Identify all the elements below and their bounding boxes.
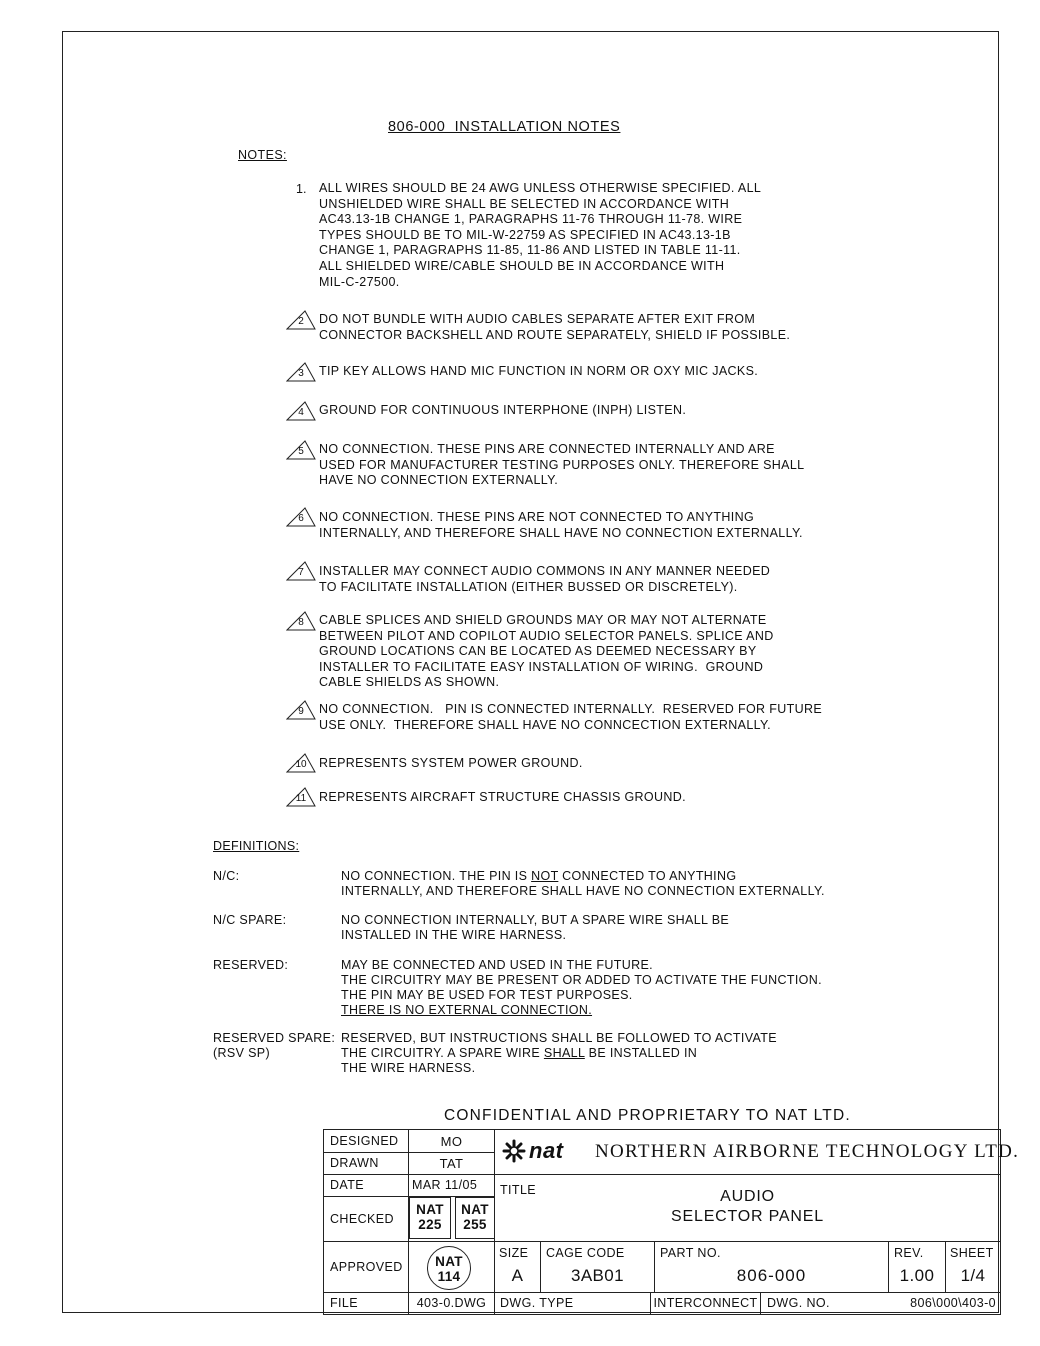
confidential-notice: CONFIDENTIAL AND PROPRIETARY TO NAT LTD. xyxy=(444,1107,851,1124)
definition-text: NO CONNECTION INTERNALLY, BUT A SPARE WIRE SHALL BE INSTALLED IN THE WIRE HARNESS. xyxy=(341,913,730,942)
sheet-cell: SHEET 1/4 xyxy=(945,1241,1001,1293)
title-cell: TITLE AUDIO SELECTOR PANEL xyxy=(494,1174,1001,1242)
drawing-title-line1: AUDIO xyxy=(720,1188,775,1205)
definition-term-abbrev: (RSV SP) xyxy=(213,1046,270,1060)
note-text: GROUND FOR CONTINUOUS INTERPHONE (INPH) LISTEN. xyxy=(319,403,687,417)
delta-triangle-icon: 11 xyxy=(286,787,316,807)
definition-term: N/C: xyxy=(213,869,240,883)
cage-code-cell: CAGE CODE 3AB01 xyxy=(540,1241,655,1293)
note-text: REPRESENTS SYSTEM POWER GROUND. xyxy=(319,756,583,770)
approval-stamp: NAT 114 xyxy=(427,1246,471,1290)
note-text: NO CONNECTION. THESE PINS ARE CONNECTED INTERNALLY AND ARE USED FOR MANUFACTURER TESTING PURPOSES ONLY. THEREFORE SHALL HAVE NO CONNECTION EXTERNALLY. xyxy=(319,442,805,488)
delta-triangle-icon: 8 xyxy=(286,611,316,631)
document-title: 806-000 INSTALLATION NOTES xyxy=(388,119,621,135)
designed-value-cell: MO xyxy=(408,1129,495,1153)
approved-label-cell: APPROVED xyxy=(323,1241,409,1293)
part-number-cell: PART NO. 806-000 xyxy=(654,1241,889,1293)
delta-triangle-icon: 7 xyxy=(286,561,316,581)
drawing-title-line2: SELECTOR PANEL xyxy=(671,1208,824,1225)
nat-logo-icon xyxy=(501,1138,527,1164)
company-cell xyxy=(494,1129,1020,1175)
note-number: 1. xyxy=(296,182,307,196)
nat-logo-wordmark: nat xyxy=(529,1138,564,1163)
date-value-cell: MAR 11/05 xyxy=(408,1174,495,1197)
revision-cell: REV. 1.00 xyxy=(888,1241,946,1293)
delta-triangle-icon: 4 xyxy=(286,401,316,421)
definition-term: RESERVED: xyxy=(213,958,289,972)
dwg-type-value-cell: INTERCONNECT xyxy=(650,1292,761,1315)
date-label-cell: DATE xyxy=(323,1174,409,1197)
designed-label-cell: DESIGNED xyxy=(323,1129,409,1153)
delta-triangle-icon: 5 xyxy=(286,440,316,460)
drawn-value-cell: TAT xyxy=(408,1152,495,1175)
title-block xyxy=(323,1129,1020,1313)
definitions-header: DEFINITIONS: xyxy=(213,839,300,853)
file-value-cell: 403-0.DWG xyxy=(408,1292,495,1315)
checked-stamps-cell xyxy=(408,1196,495,1242)
notes-header: NOTES: xyxy=(238,148,287,162)
note-text: ALL WIRES SHOULD BE 24 AWG UNLESS OTHERWISE SPECIFIED. ALL UNSHIELDED WIRE SHALL BE SELECTED IN ACCORDANCE WITH AC43.13-1B CHANGE 1, PARAGRAPHS 11-76 THROUGH 11-78. WIRE TYPES SHOULD BE TO MIL-W-22759 AS SPECIFIED IN AC43.13-1B CHANGE 1, PARAGRAPHS 11-85, 11-86 AND LISTED IN TABLE 11-11. ALL SHIELDED WIRE/CABLE SHOULD BE IN ACCORDANCE WITH MIL-C-27500. xyxy=(319,181,762,289)
drawn-label-cell: DRAWN xyxy=(323,1152,409,1175)
note-text: DO NOT BUNDLE WITH AUDIO CABLES SEPARATE AFTER EXIT FROM CONNECTOR BACKSHELL AND ROUTE SEPARATELY, SHIELD IF POSSIBLE. xyxy=(319,312,791,342)
definition-term: N/C SPARE: xyxy=(213,913,287,927)
checked-label-cell: CHECKED xyxy=(323,1196,409,1242)
company-name: NORTHERN AIRBORNE TECHNOLOGY LTD. xyxy=(595,1141,1020,1162)
note-text: CABLE SPLICES AND SHIELD GROUNDS MAY OR MAY NOT ALTERNATE BETWEEN PILOT AND COPILOT AUDIO SELECTOR PANELS. SPLICE AND GROUND LOCATIONS CAN BE LOCATED AS DEEMED NECESSARY BY INSTALLER TO FACILITATE EASY INSTALLATION OF WIRING. GROUND CABLE SHIELDS AS SHOWN. xyxy=(319,613,774,690)
note-text: INSTALLER MAY CONNECT AUDIO COMMONS IN ANY MANNER NEEDED TO FACILITATE INSTALLATION (EITHER BUSSED OR DISCRETELY). xyxy=(319,564,771,594)
delta-triangle-icon: 10 xyxy=(286,753,316,773)
size-cell: SIZE A xyxy=(494,1241,541,1293)
file-label-cell: FILE xyxy=(323,1292,409,1315)
delta-triangle-icon: 3 xyxy=(286,362,316,382)
definition-term: RESERVED SPARE: xyxy=(213,1031,336,1045)
note-text: NO CONNECTION. PIN IS CONNECTED INTERNALLY. RESERVED FOR FUTURE USE ONLY. THEREFORE SHALL HAVE NO CONNCECTION EXTERNALLY. xyxy=(319,702,823,732)
definition-text: RESERVED, BUT INSTRUCTIONS SHALL BE FOLLOWED TO ACTIVATE THE CIRCUITRY. A SPARE WIRE SHALL BE INSTALLED IN THE WIRE HARNESS. xyxy=(341,1031,777,1075)
check-stamp: NAT 225 xyxy=(409,1197,451,1239)
definition-text: THERE IS NO EXTERNAL CONNECTION. xyxy=(341,1003,593,1017)
delta-triangle-icon: 6 xyxy=(286,507,316,527)
check-stamp: NAT 255 xyxy=(455,1197,495,1239)
delta-triangle-icon: 2 xyxy=(286,310,316,330)
dwg-type-label-cell: DWG. TYPE xyxy=(494,1292,651,1315)
note-text: TIP KEY ALLOWS HAND MIC FUNCTION IN NORM OR OXY MIC JACKS. xyxy=(319,364,759,378)
note-text: REPRESENTS AIRCRAFT STRUCTURE CHASSIS GROUND. xyxy=(319,790,686,804)
approved-stamp-cell xyxy=(408,1241,495,1293)
definition-text: MAY BE CONNECTED AND USED IN THE FUTURE. THE CIRCUITRY MAY BE PRESENT OR ADDED TO ACTIVATE THE FUNCTION. THE PIN MAY BE USED FOR TEST PURPOSES. xyxy=(341,958,822,1002)
dwg-number-cell: DWG. NO. 806\000\403-0 xyxy=(760,1292,1001,1315)
delta-triangle-icon: 9 xyxy=(286,700,316,720)
note-text: NO CONNECTION. THESE PINS ARE NOT CONNECTED TO ANYTHING INTERNALLY, AND THEREFORE SHALL HAVE NO CONNECTION EXTERNALLY. xyxy=(319,510,803,540)
definition-text: NO CONNECTION. THE PIN IS NOT CONNECTED TO ANYTHING INTERNALLY, AND THEREFORE SHALL HAVE NO CONNECTION EXTERNALLY. xyxy=(341,869,825,898)
